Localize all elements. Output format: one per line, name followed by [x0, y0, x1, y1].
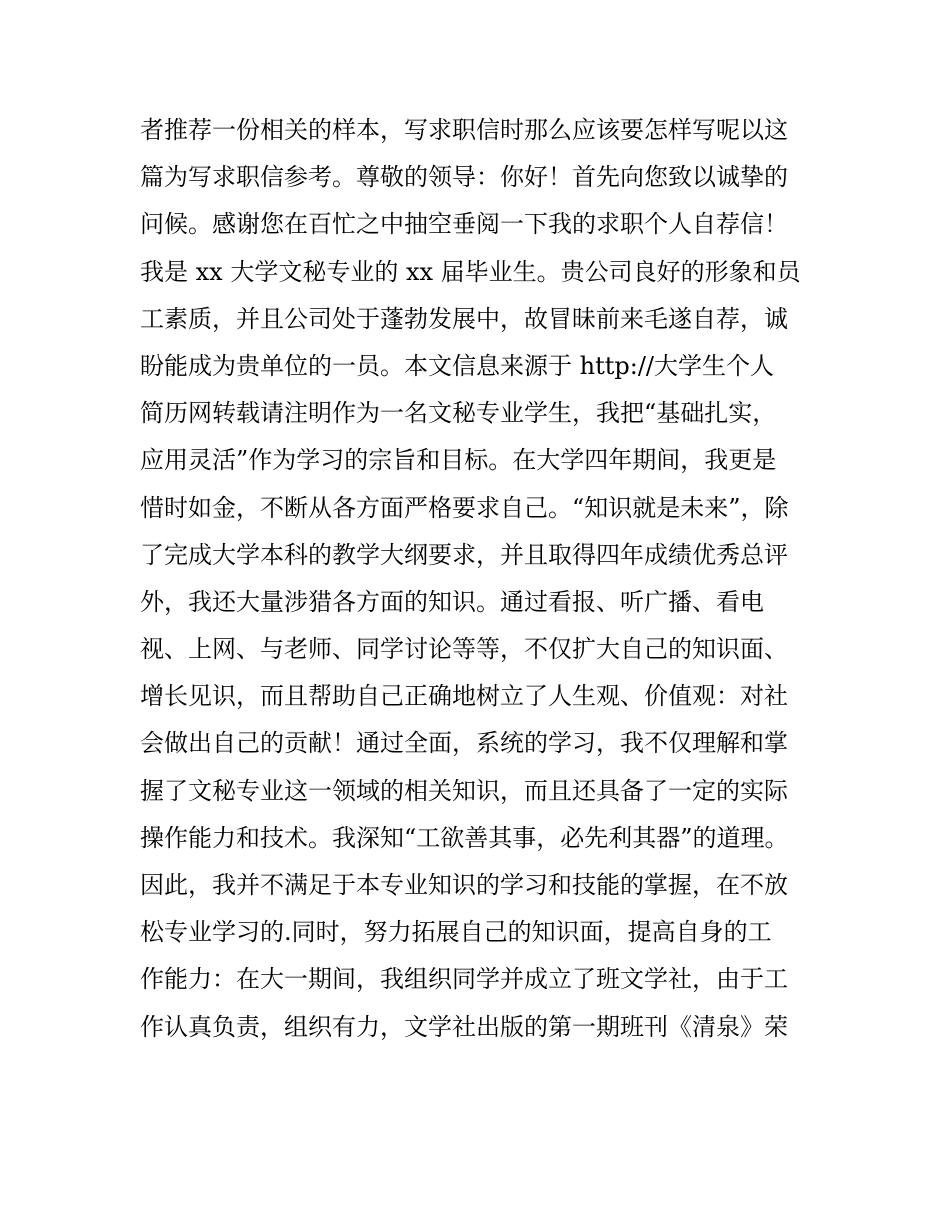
text-line-20: 作认真负责，组织有力，文学社出版的第一期班刊《清泉》荣 — [140, 1012, 788, 1041]
text-line-17: 因此，我并不满足于本专业知识的学习和技能的掌握，在不放 — [140, 871, 788, 899]
text-line-15: 握了文秘专业这一领域的相关知识，而且还具备了一定的实际 — [140, 776, 788, 805]
text-line-14: 会做出自己的贡献！通过全面，系统的学习，我不仅理解和掌 — [140, 729, 788, 758]
text-line-5: 工素质，并且公司处于蓬勃发展中，故冒昧前来毛遂自荐，诚 — [140, 304, 788, 333]
text-line-4: 我是 xx 大学文秘专业的 xx 届毕业生。贵公司良好的形象和员 — [140, 257, 801, 286]
text-line-16: 操作能力和技术。我深知“工欲善其事，必先利其器”的道理。 — [140, 823, 789, 852]
body-text — [140, 107, 830, 1051]
text-line-11: 外，我还大量涉猎各方面的知识。通过看报、听广播、看电 — [140, 587, 764, 616]
text-line-3: 问候。感谢您在百忙之中抽空垂阅一下我的求职个人自荐信！ — [140, 210, 788, 239]
text-line-7: 简历网转载请注明作为一名文秘专业学生，我把“基础扎实， — [140, 399, 777, 428]
text-line-8: 应用灵活”作为学习的宗旨和目标。在大学四年期间，我更是 — [140, 446, 777, 475]
text-line-9: 惜时如金，不断从各方面严格要求自己。“知识就是未来”，除 — [140, 493, 789, 522]
text-line-13: 增长见识，而且帮助自己正确地树立了人生观、价值观：对社 — [140, 682, 788, 711]
text-line-12: 视、上网、与老师、同学讨论等等，不仅扩大自己的知识面、 — [140, 635, 788, 664]
text-line-10: 了完成大学本科的教学大纲要求，并且取得四年成绩优秀总评 — [140, 540, 788, 569]
text-line-6: 盼能成为贵单位的一员。本文信息来源于 http://大学生个人 — [140, 351, 774, 380]
text-line-19: 作能力：在大一期间，我组织同学并成立了班文学社，由于工 — [140, 965, 788, 994]
text-line-18: 松专业学习的.同时，努力拓展自己的知识面，提高自身的工 — [140, 918, 772, 947]
text-line-1: 者推荐一份相关的样本，写求职信时那么应该要怎样写呢以这 — [140, 116, 788, 144]
text-line-2: 篇为写求职信参考。尊敬的领导：你好！首先向您致以诚挚的 — [140, 163, 788, 192]
